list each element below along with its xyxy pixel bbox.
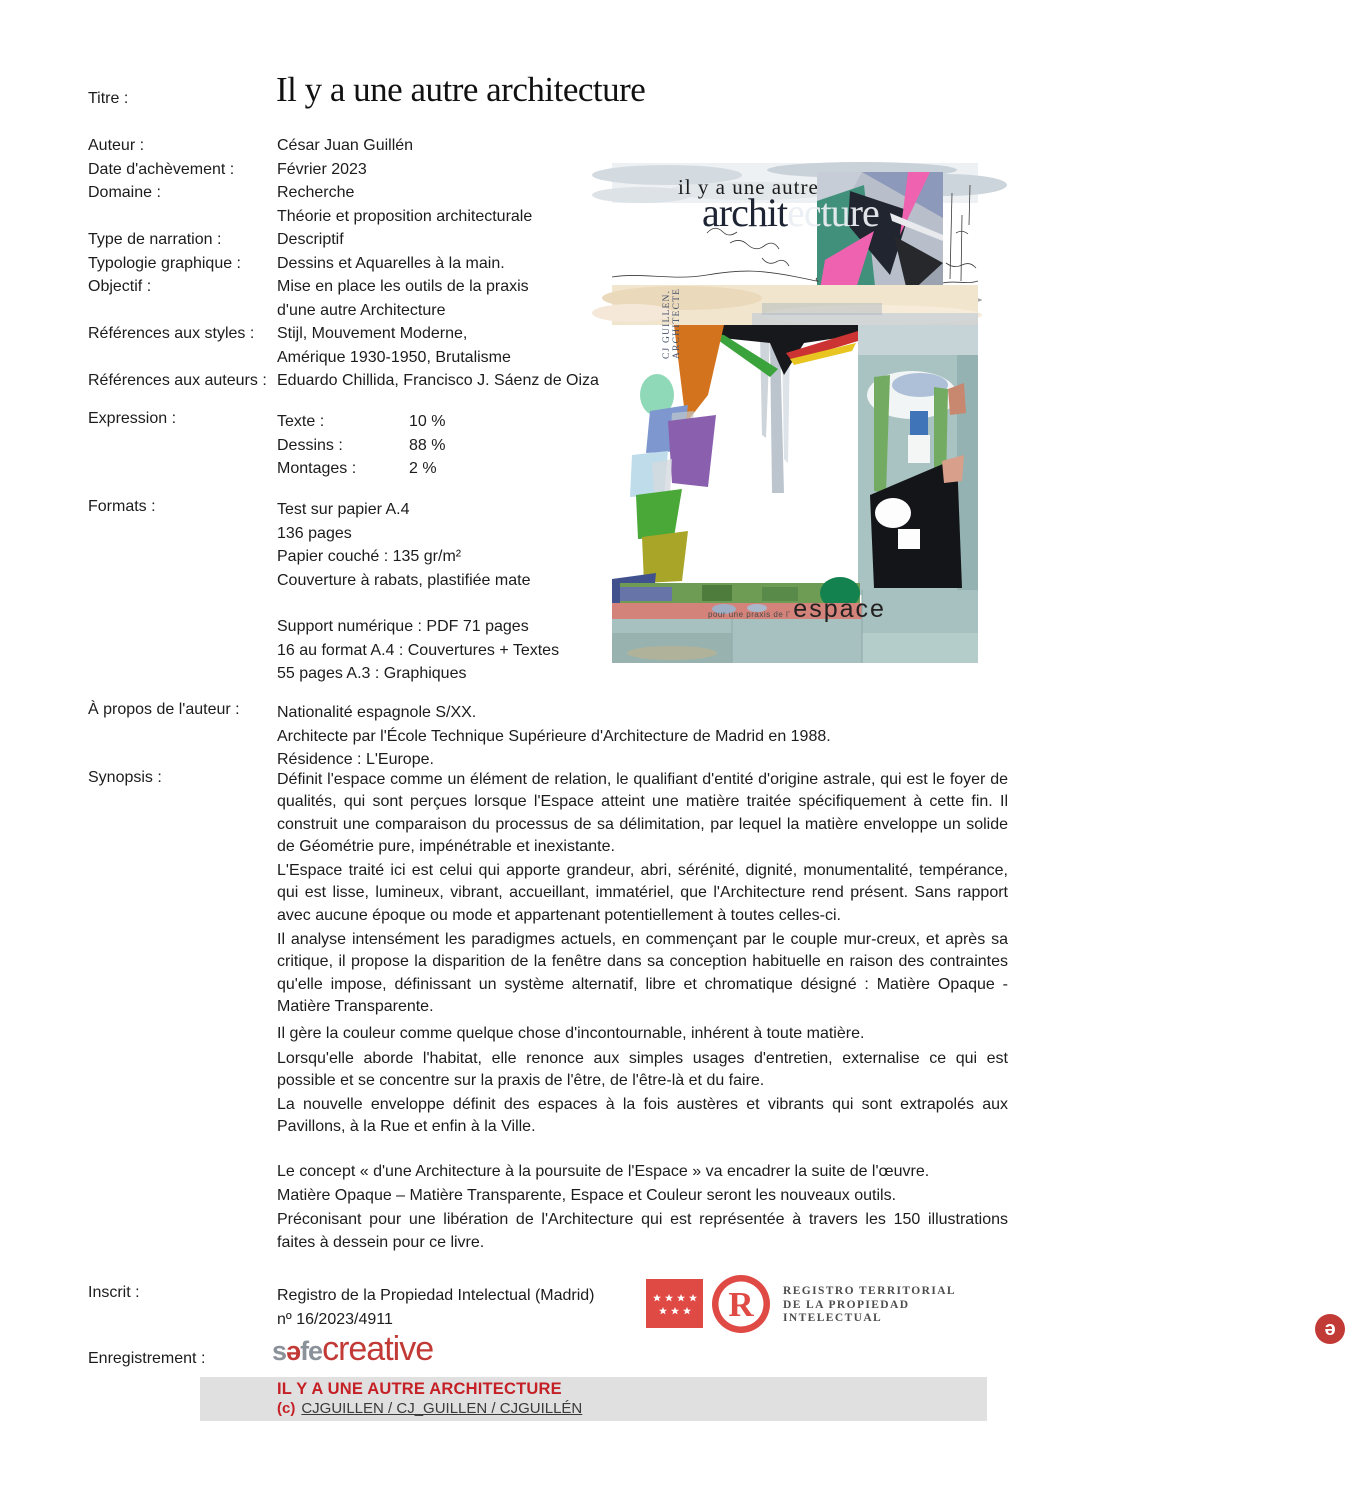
book-cover-image bbox=[612, 163, 978, 663]
footer-title: IL Y A UNE AUTRE ARCHITECTURE bbox=[277, 1380, 562, 1398]
synopsis-paragraph: Matière Opaque – Matière Transparente, Espace et Couleur seront les nouveaux outils. bbox=[277, 1187, 897, 1205]
madrid-flag-logo bbox=[646, 1279, 703, 1333]
field-row bbox=[88, 346, 599, 370]
synopsis-text bbox=[277, 769, 1008, 1256]
synopsis-paragraph: Définit l'espace comme un élément de relation, le qualifiant d'entité d'origine astrale, qui est le foyer de qualités, qui sont perçues lorsque l'Espace atteint une matière traitée spécifiquement à cette fin. Il construit une comparaison du processus de sa délimitation, par lequel la matière enveloppe un solide de Géométrie pure, impénétrable et inexistante. bbox=[277, 771, 1008, 855]
synopsis-paragraph: Il analyse intensément les paradigmes actuels, en commençant par le couple mur-creux, et après sa critique, il propose la disparition de la fenêtre dans sa conception habituelle en raison des contraintes qu'elle impose, définissant un système alternatif, libre et chromatique désigné : Matière Opaque - Matière Transparente. bbox=[277, 931, 1008, 1015]
field-row bbox=[88, 205, 599, 229]
field-row bbox=[88, 252, 599, 276]
expression-name: Montages : bbox=[277, 460, 357, 477]
copyright-mark: (c) bbox=[277, 1400, 296, 1417]
synopsis-paragraph: L'Espace traité ici est celui qui apporte grandeur, abri, sérénité, dignité, monumentalité, tempérance, qui est lisse, lumineux, vibrant, accueillant, immatériel, que l'Architecture rend présent. Sans rapport avec aucune époque ou mode et appartenant potentiellement à toutes celles-ci. bbox=[277, 862, 1008, 924]
field-row bbox=[88, 299, 599, 323]
credits-link[interactable]: CJGUILLEN / CJ_GUILLEN / CJGUILLÉN bbox=[301, 1400, 583, 1417]
field-value: Février 2023 bbox=[277, 160, 367, 178]
field-value: d'une autre Architecture bbox=[277, 301, 446, 319]
field-row bbox=[88, 228, 599, 252]
about-line: Nationalité espagnole S/XX. bbox=[277, 704, 477, 721]
footer-bar bbox=[200, 1377, 987, 1421]
field-value: Amérique 1930-1950, Brutalisme bbox=[277, 348, 511, 366]
field-row bbox=[88, 134, 599, 158]
about-lines bbox=[277, 701, 831, 772]
about-label: À propos de l'auteur : bbox=[88, 701, 240, 718]
field-label: Références aux auteurs : bbox=[88, 372, 267, 389]
cover-tagline-small: pour une praxis de l' bbox=[708, 610, 791, 619]
formats-line: 55 pages A.3 : Graphiques bbox=[277, 665, 467, 682]
expression-name: Texte : bbox=[277, 413, 325, 430]
field-label: Références aux styles : bbox=[88, 325, 255, 342]
cover-side-text: CJ GUILLEN. ARCHITECTE bbox=[662, 287, 682, 359]
formats-line: Support numérique : PDF 71 pages bbox=[277, 618, 529, 635]
synopsis-paragraph: Le concept « d'une Architecture à la poursuite de l'Espace » va encadrer la suite de l'œuvre. bbox=[277, 1162, 930, 1180]
safecreative-s: s bbox=[272, 1336, 287, 1366]
expression-row bbox=[277, 457, 445, 481]
cover-title-light: ecture bbox=[787, 190, 879, 235]
inscrit-label: Inscrit : bbox=[88, 1284, 140, 1301]
field-row bbox=[88, 322, 599, 346]
about-line: Architecte par l'École Technique Supérieure d'Architecture de Madrid en 1988. bbox=[277, 727, 831, 745]
registro-text: REGISTRO TERRITORIAL DE LA PROPIEDAD INTELECTUAL bbox=[783, 1285, 956, 1324]
cover-top-line: il y a une autre bbox=[678, 175, 819, 199]
field-value: César Juan Guillén bbox=[277, 137, 414, 154]
expression-name: Dessins : bbox=[277, 436, 343, 454]
formats-line: 136 pages bbox=[277, 524, 352, 542]
inscrit-lines bbox=[277, 1284, 595, 1331]
field-value: Stijl, Mouvement Moderne, bbox=[277, 325, 468, 342]
cover-title-dark: archit bbox=[702, 190, 788, 235]
madrid-flag-icon bbox=[646, 1279, 703, 1328]
field-row bbox=[88, 369, 599, 393]
footer-credits bbox=[200, 1399, 987, 1417]
safecreative-badge-icon: ə bbox=[1315, 1314, 1345, 1344]
field-value: Recherche bbox=[277, 184, 355, 201]
titre-label: Titre : bbox=[88, 90, 129, 107]
page-title: Il y a une autre architecture bbox=[276, 70, 646, 109]
field-value: Eduardo Chillida, Francisco J. Sáenz de Oiza bbox=[277, 372, 599, 389]
formats-line: Papier couché : 135 gr/m² bbox=[277, 548, 462, 565]
expression-value: 10 % bbox=[409, 413, 446, 430]
inscrit-line: Registro de la Propiedad Intelectual (Madrid) bbox=[277, 1287, 595, 1304]
cover-tagline bbox=[708, 595, 928, 624]
cover-title bbox=[702, 190, 879, 235]
cover-tagline-large: espace bbox=[793, 595, 886, 623]
formats-line: Test sur papier A.4 bbox=[277, 501, 410, 518]
meta-fields bbox=[88, 134, 599, 393]
formats-list bbox=[277, 498, 559, 686]
expression-row bbox=[277, 410, 445, 434]
synopsis-paragraph: Préconisant pour une libération de l'Architecture qui est représentée à travers les 150 illustrations faites à dessein pour ce livre. bbox=[277, 1211, 1008, 1251]
registro-r-icon bbox=[711, 1274, 771, 1334]
synopsis-label: Synopsis : bbox=[88, 769, 162, 786]
enregistrement-label: Enregistrement : bbox=[88, 1350, 206, 1367]
field-value: Mise en place les outils de la praxis bbox=[277, 278, 529, 295]
expression-value: 88 % bbox=[409, 436, 446, 454]
formats-line: Couverture à rabats, plastifiée mate bbox=[277, 571, 531, 589]
safecreative-fe: fe bbox=[300, 1336, 323, 1366]
inscrit-line: nº 16/2023/4911 bbox=[277, 1310, 393, 1328]
field-value: Descriptif bbox=[277, 231, 344, 248]
svg-text:R: R bbox=[728, 1285, 754, 1324]
expression-value: 2 % bbox=[409, 460, 437, 477]
field-row bbox=[88, 181, 599, 205]
safecreative-a: ə bbox=[286, 1336, 301, 1366]
field-label: Typologie graphique : bbox=[88, 254, 241, 272]
field-label: Objectif : bbox=[88, 278, 152, 295]
formats-line: 16 au format A.4 : Couvertures + Textes bbox=[277, 641, 560, 659]
about-line: Résidence : L'Europe. bbox=[277, 751, 434, 768]
expression-label: Expression : bbox=[88, 410, 177, 427]
field-value: Théorie et proposition architecturale bbox=[277, 207, 533, 225]
synopsis-paragraph: La nouvelle enveloppe définit des espaces à la fois austères et vibrants qui sont extrapolés aux Pavillons, à la Rue et enfin à la Ville. bbox=[277, 1096, 1008, 1136]
field-label: Type de narration : bbox=[88, 231, 222, 248]
field-row bbox=[88, 275, 599, 299]
expression-row bbox=[277, 434, 445, 458]
field-label: Domaine : bbox=[88, 184, 161, 201]
safecreative-creative: creative bbox=[322, 1330, 434, 1368]
field-row bbox=[88, 158, 599, 182]
field-label: Auteur : bbox=[88, 137, 145, 154]
synopsis-paragraph: Il gère la couleur comme quelque chose d'incontournable, inhérent à toute matière. bbox=[277, 1025, 865, 1043]
synopsis-paragraph: Lorsqu'elle aborde l'habitat, elle renonce aux simples usages d'entretien, externalise ce qui est possible et se concentre sur la praxis de l'être, de l'être-là et du faire. bbox=[277, 1049, 1008, 1089]
field-value: Dessins et Aquarelles à la main. bbox=[277, 254, 505, 272]
field-label: Date d'achèvement : bbox=[88, 160, 235, 178]
formats-label: Formats : bbox=[88, 498, 156, 515]
expression-table bbox=[277, 410, 445, 481]
